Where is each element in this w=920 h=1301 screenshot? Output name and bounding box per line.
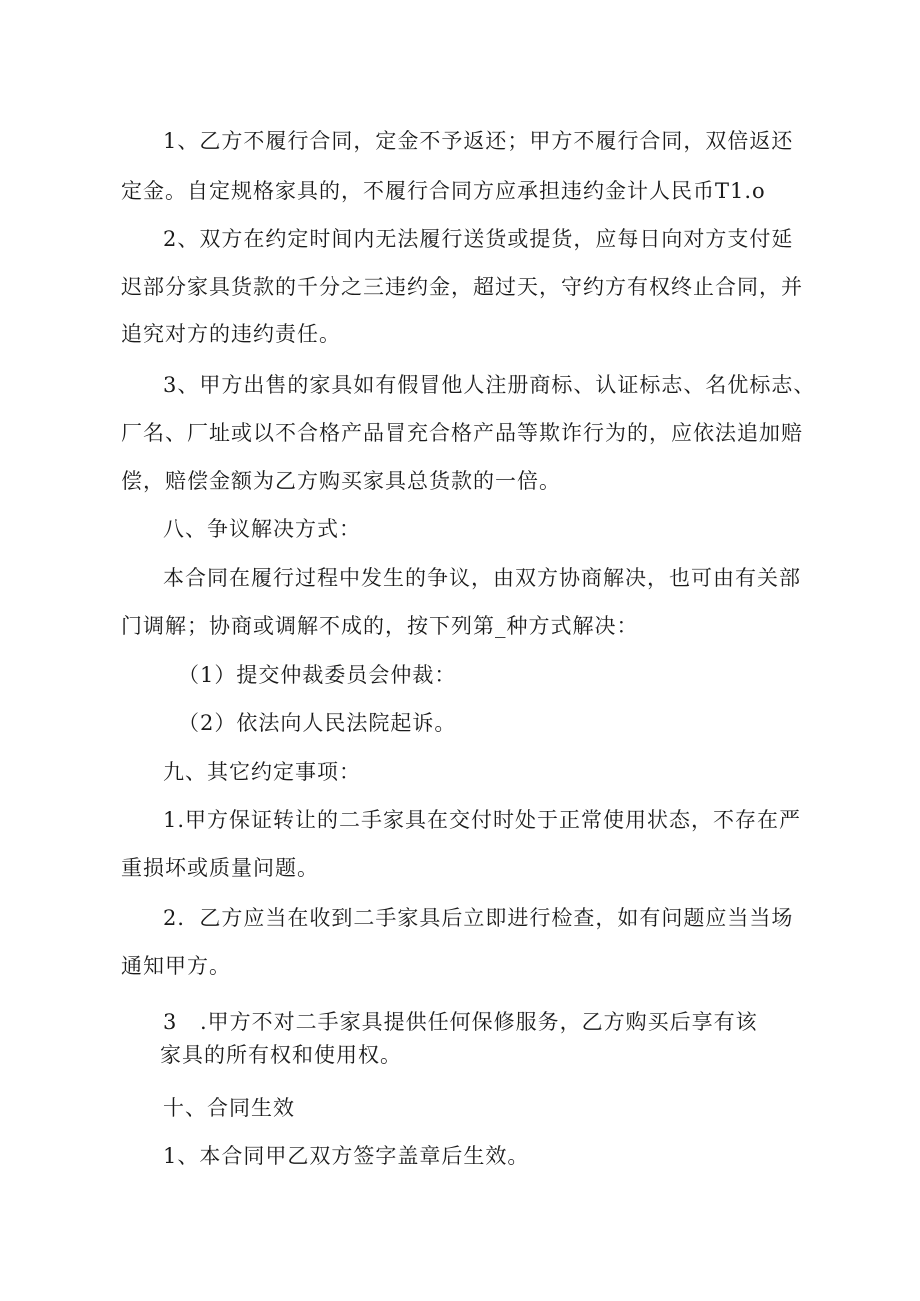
paragraph-line: 1、本合同甲乙双方签字盖章后生效。: [163, 1144, 530, 1168]
paragraph-line: 2、双方在约定时间内无法履行送货或提货，应每日向对方支付延: [163, 227, 794, 251]
paragraph-line: 家具的所有权和使用权。: [160, 1043, 402, 1067]
paragraph-line: 1、乙方不履行合同，定金不予返还；甲方不履行合同，双倍返还: [163, 129, 794, 153]
paragraph-line: .甲方不对二手家具提供任何保修服务，乙方购买后享有该: [200, 1010, 758, 1034]
section-heading: 九、其它约定事项：: [163, 760, 361, 784]
paragraph-line: 2．乙方应当在收到二手家具后立即进行检查，如有问题应当当场: [163, 906, 794, 930]
paragraph-line: 3、甲方出售的家具如有假冒他人注册商标、认证标志、名优标志、: [163, 373, 816, 397]
paragraph-line: 偿，赔偿金额为乙方购买家具总货款的一倍。: [121, 469, 561, 493]
section-heading: 八、争议解决方式：: [163, 517, 361, 541]
list-item: （2）依法向人民法院起诉。: [178, 711, 457, 735]
list-number: 3: [163, 1010, 178, 1034]
section-heading: 十、合同生效: [163, 1096, 295, 1120]
paragraph-line: 定金。自定规格家具的，不履行合同方应承担违约金计人民币T1.o: [121, 179, 766, 203]
list-item: （1）提交仲裁委员会仲裁：: [178, 663, 457, 687]
paragraph-line: 通知甲方。: [121, 954, 231, 978]
paragraph-line: 厂名、厂址或以不合格产品冒充合格产品等欺诈行为的，应依法追加赔: [121, 421, 803, 445]
paragraph-line: 本合同在履行过程中发生的争议，由双方协商解决，也可由有关部: [163, 566, 801, 590]
paragraph-line: 1.甲方保证转让的二手家具在交付时处于正常使用状态，不存在严: [163, 808, 802, 832]
paragraph-line: 门调解；协商或调解不成的，按下列第_种方式解决：: [121, 614, 639, 638]
paragraph-line: 追究对方的违约责任。: [121, 322, 341, 346]
paragraph-line: 重损坏或质量问题。: [121, 856, 319, 880]
paragraph-line: 迟部分家具货款的千分之三违约金，超过天，守约方有权终止合同，并: [121, 275, 803, 299]
